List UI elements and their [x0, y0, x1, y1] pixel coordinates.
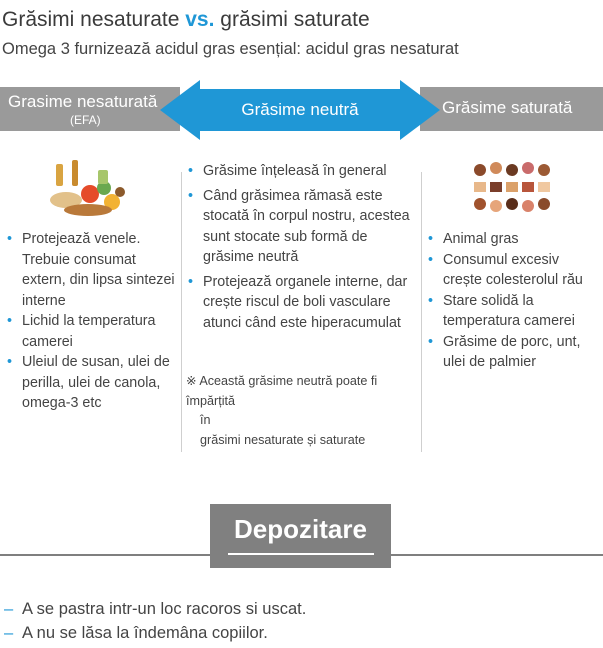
list-item: • Lichid la temperatura camerei [7, 313, 156, 350]
note-line-2: în [200, 413, 211, 427]
list-item: • Consumul excesiv crește colesterolul rău [428, 251, 583, 288]
column-divider-left [181, 172, 182, 452]
list-item: • Protejează venele. Trebuie consumat extern, din lipsa sintezei interne [7, 231, 175, 309]
bullet-icon: • [428, 292, 434, 309]
saturated-list [426, 229, 601, 373]
storage-list [4, 597, 306, 645]
list-item: • Grăsime de porc, unt, ulei de palmier [428, 333, 581, 370]
band-saturated [420, 87, 603, 131]
bullet-icon: • [188, 163, 194, 179]
band-saturated-label: Grăsime saturată [442, 98, 573, 117]
band-unsaturated-label: Grasime nesaturată [8, 92, 158, 111]
bullet-icon: • [188, 273, 194, 290]
list-item: • Animal gras [426, 229, 601, 250]
note-line-3: grăsimi nesaturate și saturate [200, 432, 366, 447]
bullet-icon: • [188, 187, 194, 204]
bullet-icon: • [7, 313, 13, 329]
saturated-column [426, 229, 601, 373]
dash-icon: – [4, 624, 14, 642]
storage-title: Depozitare [234, 514, 367, 544]
title-unsaturated: Grăsimi nesaturate [2, 8, 180, 31]
bullet-icon: • [428, 251, 434, 268]
storage-underline [228, 553, 374, 555]
neutral-note [186, 372, 418, 450]
neutral-column [186, 161, 418, 337]
meats-sweets-icon [470, 160, 560, 220]
list-item: • Când grăsimea rămasă este stocată în corpul nostru, acestea sunt stocate sub formă de grăsime neutră [188, 187, 410, 265]
page-title [2, 8, 370, 32]
title-saturated: grăsimi saturate [220, 8, 370, 31]
list-item: • Uleiul de susan, ulei de perilla, ulei de canola, omega-3 etc [7, 354, 170, 411]
list-item: • Grăsime înțeleasă în general [186, 161, 418, 182]
unsaturated-column [5, 229, 177, 414]
neutral-list [186, 161, 418, 333]
band-unsaturated [0, 87, 180, 131]
list-item: • Stare solidă la temperatura camerei [428, 292, 575, 329]
unsaturated-list [5, 229, 177, 414]
bullet-icon: • [7, 354, 13, 370]
dash-icon: – [4, 600, 14, 618]
title-vs: vs. [185, 8, 215, 31]
list-item: – A nu se lăsa la îndemâna copiilor. [4, 621, 306, 645]
page-subtitle: Omega 3 furnizează acidul gras esențial: acidul gras nesaturat [2, 40, 459, 58]
bullet-icon: • [428, 333, 434, 350]
vegetables-nuts-oils-icon [46, 158, 132, 220]
note-line-1: ※ Această grăsime neutră poate fi împărțită [186, 374, 378, 408]
bullet-icon: • [7, 231, 13, 247]
list-item: – A se pastra intr-un loc racoros si uscat. [4, 597, 306, 621]
bullet-icon: • [428, 231, 434, 247]
band-neutral-label: Grăsime neutră [241, 100, 359, 119]
band-unsaturated-efa: (EFA) [70, 113, 101, 127]
storage-heading-box [210, 504, 391, 568]
column-divider-right [421, 172, 422, 452]
list-item: • Protejează organele interne, dar crește riscul de boli vasculare atunci când este hiperacumulat [188, 273, 408, 331]
